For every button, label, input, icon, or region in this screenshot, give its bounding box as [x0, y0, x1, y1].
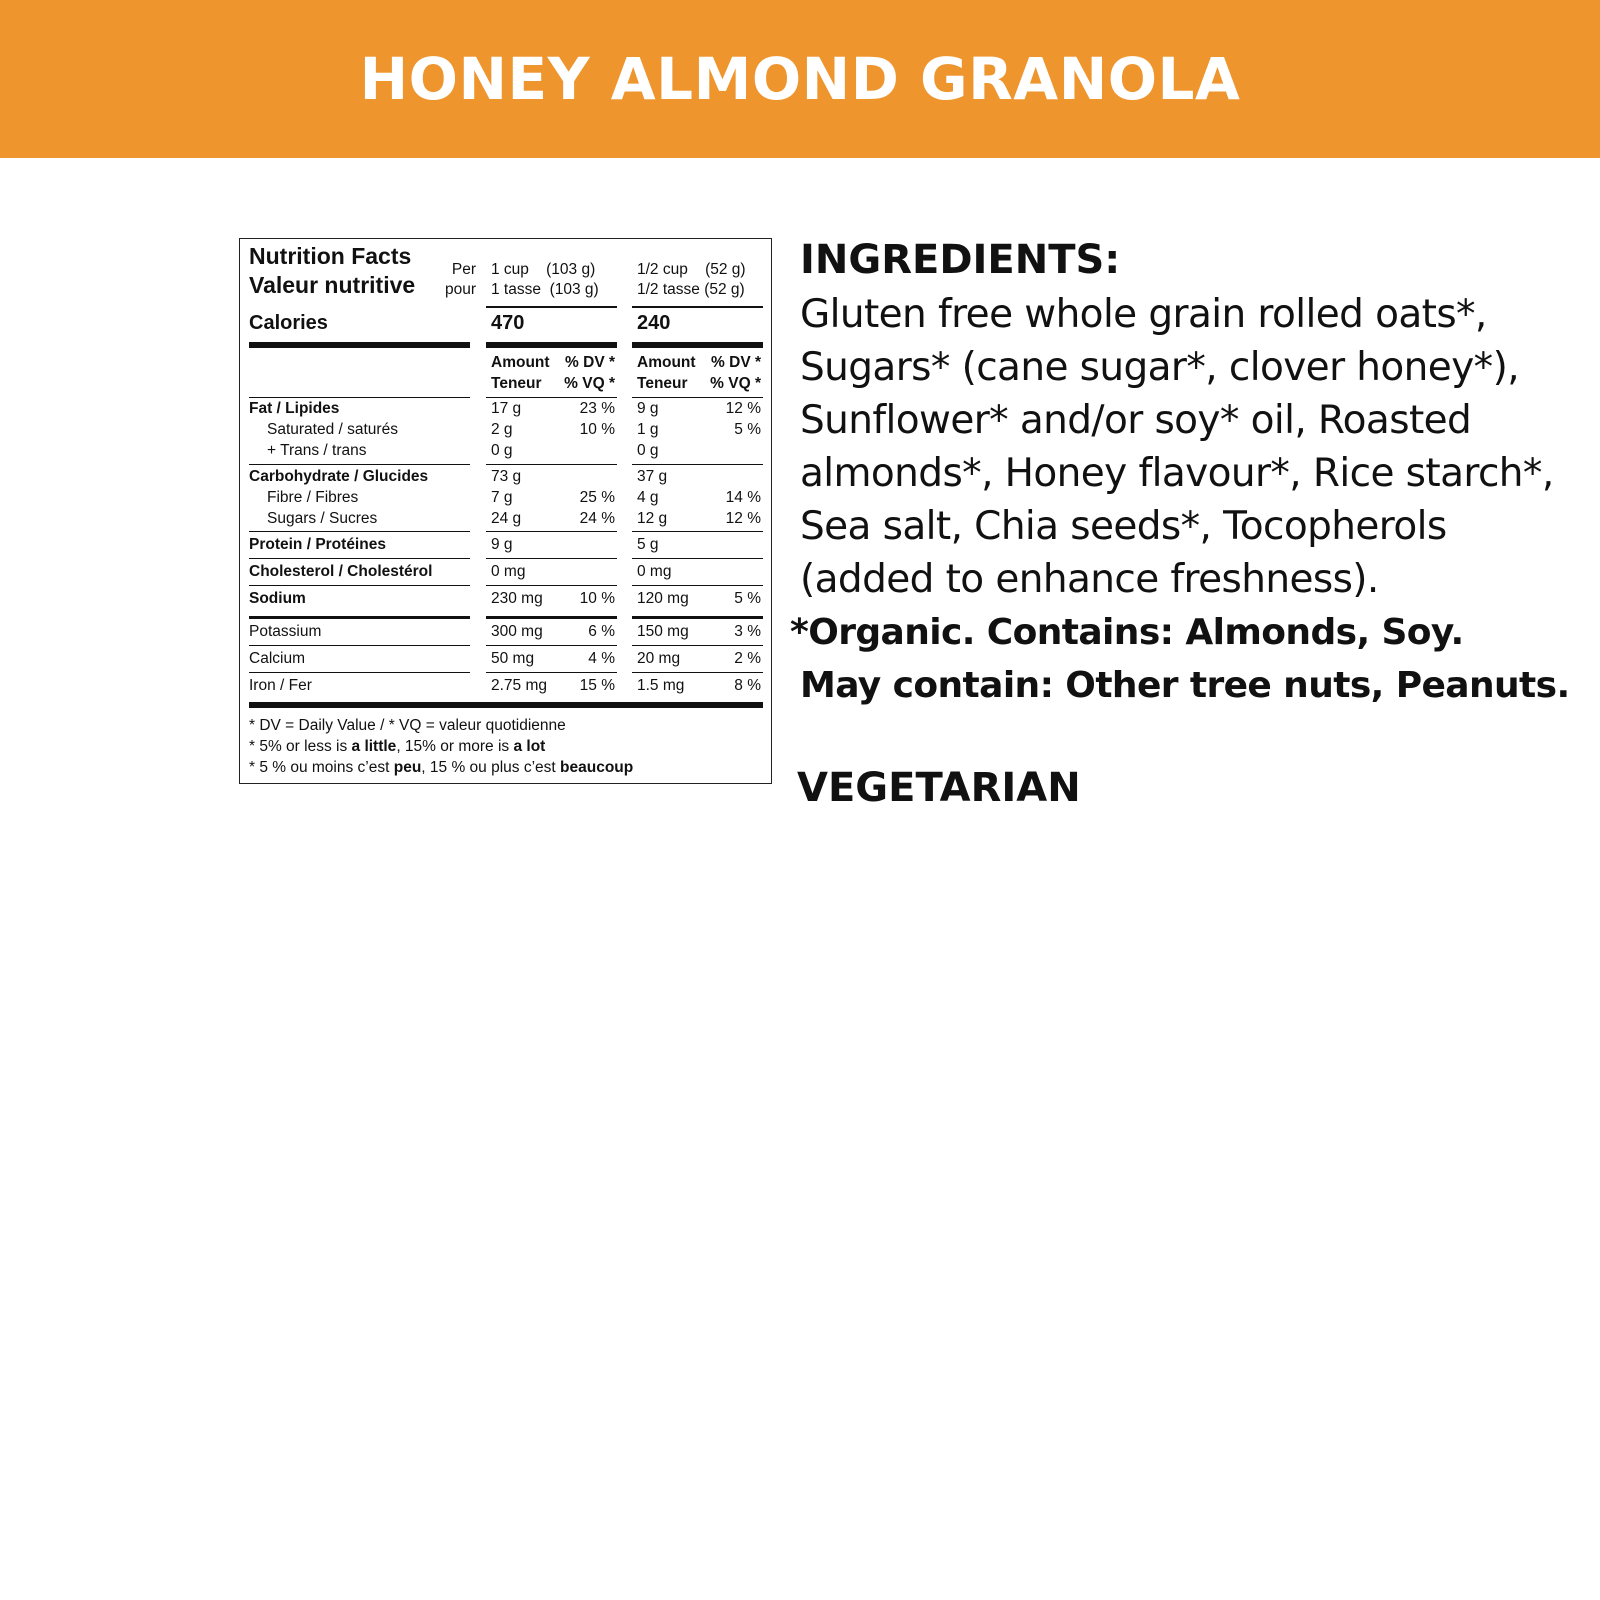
- nutrient-amount-col2: 12 g: [637, 510, 668, 527]
- nutrient-amount-col1: 230 mg: [491, 590, 543, 607]
- nutrition-title-fr: Valeur nutritive: [249, 272, 416, 298]
- nutrient-dv-col2: 5 %: [734, 590, 761, 607]
- nutrient-label: Carbohydrate / Glucides: [249, 468, 429, 485]
- vegetarian-label: VEGETARIAN: [797, 765, 1081, 811]
- nutrient-dv-col2: 12 %: [725, 400, 761, 417]
- nutrient-amount-col1: 2 g: [491, 421, 513, 438]
- nutrient-amount-col2: 0 g: [637, 442, 659, 459]
- nutrient-label: Cholesterol / Cholestérol: [249, 563, 433, 580]
- ingredients-line: Sunflower* and/or soy* oil, Roasted: [800, 398, 1472, 443]
- nutrient-label: Saturated / saturés: [267, 421, 398, 438]
- nutrient-amount-col1: 2.75 mg: [491, 677, 548, 694]
- nutrient-dv-col1: 15 %: [579, 677, 615, 694]
- allergen-may-contain: May contain: Other tree nuts, Peanuts.: [800, 665, 1570, 706]
- nutrient-amount-col1: 50 mg: [491, 650, 535, 667]
- nutrient-dv-col1: 25 %: [579, 489, 615, 506]
- divider: [632, 397, 763, 398]
- nutrient-amount-col2: 150 mg: [637, 623, 689, 640]
- divider: [249, 464, 470, 465]
- dv-header-col2: % DV *: [711, 354, 761, 371]
- nutrient-label: Calcium: [249, 650, 305, 667]
- divider: [632, 342, 763, 348]
- dv-header-col1: % DV *: [565, 354, 615, 371]
- serving-col2-en: 1/2 cup (52 g): [637, 261, 746, 278]
- teneur-header-col1: Teneur: [491, 375, 542, 392]
- ingredients-section: [790, 236, 1580, 712]
- nutrient-label: Iron / Fer: [249, 677, 312, 694]
- ingredients-line: Gluten free whole grain rolled oats*,: [800, 292, 1487, 337]
- product-banner: [0, 0, 1600, 158]
- divider: [632, 585, 763, 586]
- divider: [249, 702, 763, 708]
- nutrient-amount-col2: 1 g: [637, 421, 659, 438]
- amount-header-col1: Amount: [491, 354, 550, 371]
- calories-col1: 470: [491, 312, 525, 334]
- nutrient-label: Protein / Protéines: [249, 536, 386, 553]
- nutrient-amount-col1: 17 g: [491, 400, 522, 417]
- nutrient-amount-col2: 0 mg: [637, 563, 672, 580]
- divider: [249, 645, 470, 646]
- divider: [486, 306, 617, 308]
- vq-header-col1: % VQ *: [564, 375, 615, 392]
- nutrient-dv-col2: 12 %: [725, 510, 761, 527]
- nutrient-dv-col1: 23 %: [579, 400, 615, 417]
- divider: [486, 558, 617, 559]
- ingredients-heading: INGREDIENTS:: [800, 237, 1121, 283]
- nutrient-label: Sodium: [249, 590, 306, 607]
- allergen-contains: *Organic. Contains: Almonds, Soy.: [790, 612, 1464, 653]
- nutrient-dv-col2: 2 %: [734, 650, 761, 667]
- divider: [249, 531, 470, 532]
- nutrient-dv-col2: 3 %: [734, 623, 761, 640]
- footnote-fr: * 5 % ou moins c’est peu, 15 % ou plus c’est beaucoup: [249, 759, 634, 776]
- divider: [249, 672, 470, 673]
- nutrient-amount-col1: 0 g: [491, 442, 513, 459]
- nutrient-label: Sugars / Sucres: [267, 510, 378, 527]
- divider: [632, 464, 763, 465]
- ingredients-line: almonds*, Honey flavour*, Rice starch*,: [800, 451, 1554, 496]
- nutrient-dv-col2: 5 %: [734, 421, 761, 438]
- nutrient-amount-col1: 24 g: [491, 510, 522, 527]
- divider: [486, 616, 617, 619]
- serving-col1-fr: 1 tasse (103 g): [491, 281, 599, 298]
- footnote-dv: * DV = Daily Value / * VQ = valeur quotidienne: [249, 717, 566, 734]
- divider: [632, 616, 763, 619]
- ingredients-list: [800, 288, 1580, 606]
- divider: [486, 464, 617, 465]
- divider: [486, 397, 617, 398]
- footnote-en: * 5% or less is a little, 15% or more is a lot: [249, 738, 546, 755]
- nutrient-amount-col1: 9 g: [491, 536, 513, 553]
- nutrient-label: + Trans / trans: [267, 442, 367, 459]
- nutrient-amount-col2: 1.5 mg: [637, 677, 685, 694]
- amount-header-col2: Amount: [637, 354, 696, 371]
- nutrient-dv-col1: 10 %: [579, 421, 615, 438]
- divider: [486, 672, 617, 673]
- nutrient-amount-col2: 120 mg: [637, 590, 689, 607]
- divider: [632, 672, 763, 673]
- nutrient-dv-col1: 10 %: [579, 590, 615, 607]
- calories-col2: 240: [637, 312, 671, 334]
- nutrition-title-en: Nutrition Facts: [249, 243, 412, 269]
- divider: [632, 558, 763, 559]
- nutrient-dv-col1: 24 %: [579, 510, 615, 527]
- vq-header-col2: % VQ *: [710, 375, 761, 392]
- divider: [249, 616, 470, 619]
- nutrient-amount-col2: 4 g: [637, 489, 659, 506]
- divider: [486, 645, 617, 646]
- nutrient-dv-col2: 14 %: [725, 489, 761, 506]
- product-title: HONEY ALMOND GRANOLA: [359, 45, 1241, 113]
- divider: [249, 342, 470, 348]
- divider: [249, 585, 470, 586]
- serving-col2-fr: 1/2 tasse (52 g): [637, 281, 745, 298]
- serving-col1-en: 1 cup (103 g): [491, 261, 596, 278]
- divider: [632, 645, 763, 646]
- nutrient-dv-col1: 6 %: [588, 623, 615, 640]
- ingredients-line: Sea salt, Chia seeds*, Tocopherols: [800, 504, 1447, 549]
- nutrient-amount-col1: 73 g: [491, 468, 522, 485]
- ingredients-line: Sugars* (cane sugar*, clover honey*),: [800, 345, 1519, 390]
- teneur-header-col2: Teneur: [637, 375, 688, 392]
- nutrient-amount-col1: 7 g: [491, 489, 513, 506]
- divider: [249, 397, 470, 398]
- nutrient-amount-col1: 300 mg: [491, 623, 543, 640]
- divider: [632, 306, 763, 308]
- nutrition-facts-table: [239, 238, 772, 784]
- divider: [249, 558, 470, 559]
- nutrient-amount-col1: 0 mg: [491, 563, 526, 580]
- nutrient-label: Fibre / Fibres: [267, 489, 359, 506]
- nutrient-amount-col2: 20 mg: [637, 650, 681, 667]
- nutrient-amount-col2: 5 g: [637, 536, 659, 553]
- divider: [486, 585, 617, 586]
- divider: [486, 342, 617, 348]
- divider: [486, 531, 617, 532]
- pour-label: pour: [444, 281, 476, 298]
- ingredients-line: (added to enhance freshness).: [800, 557, 1379, 602]
- nutrient-label: Fat / Lipides: [249, 400, 340, 417]
- calories-label: Calories: [249, 312, 328, 334]
- nutrient-amount-col2: 37 g: [637, 468, 668, 485]
- nutrient-dv-col2: 8 %: [734, 677, 761, 694]
- per-label: Per: [451, 261, 476, 278]
- nutrient-dv-col1: 4 %: [588, 650, 615, 667]
- nutrient-amount-col2: 9 g: [637, 400, 659, 417]
- divider: [632, 531, 763, 532]
- nutrient-label: Potassium: [249, 623, 322, 640]
